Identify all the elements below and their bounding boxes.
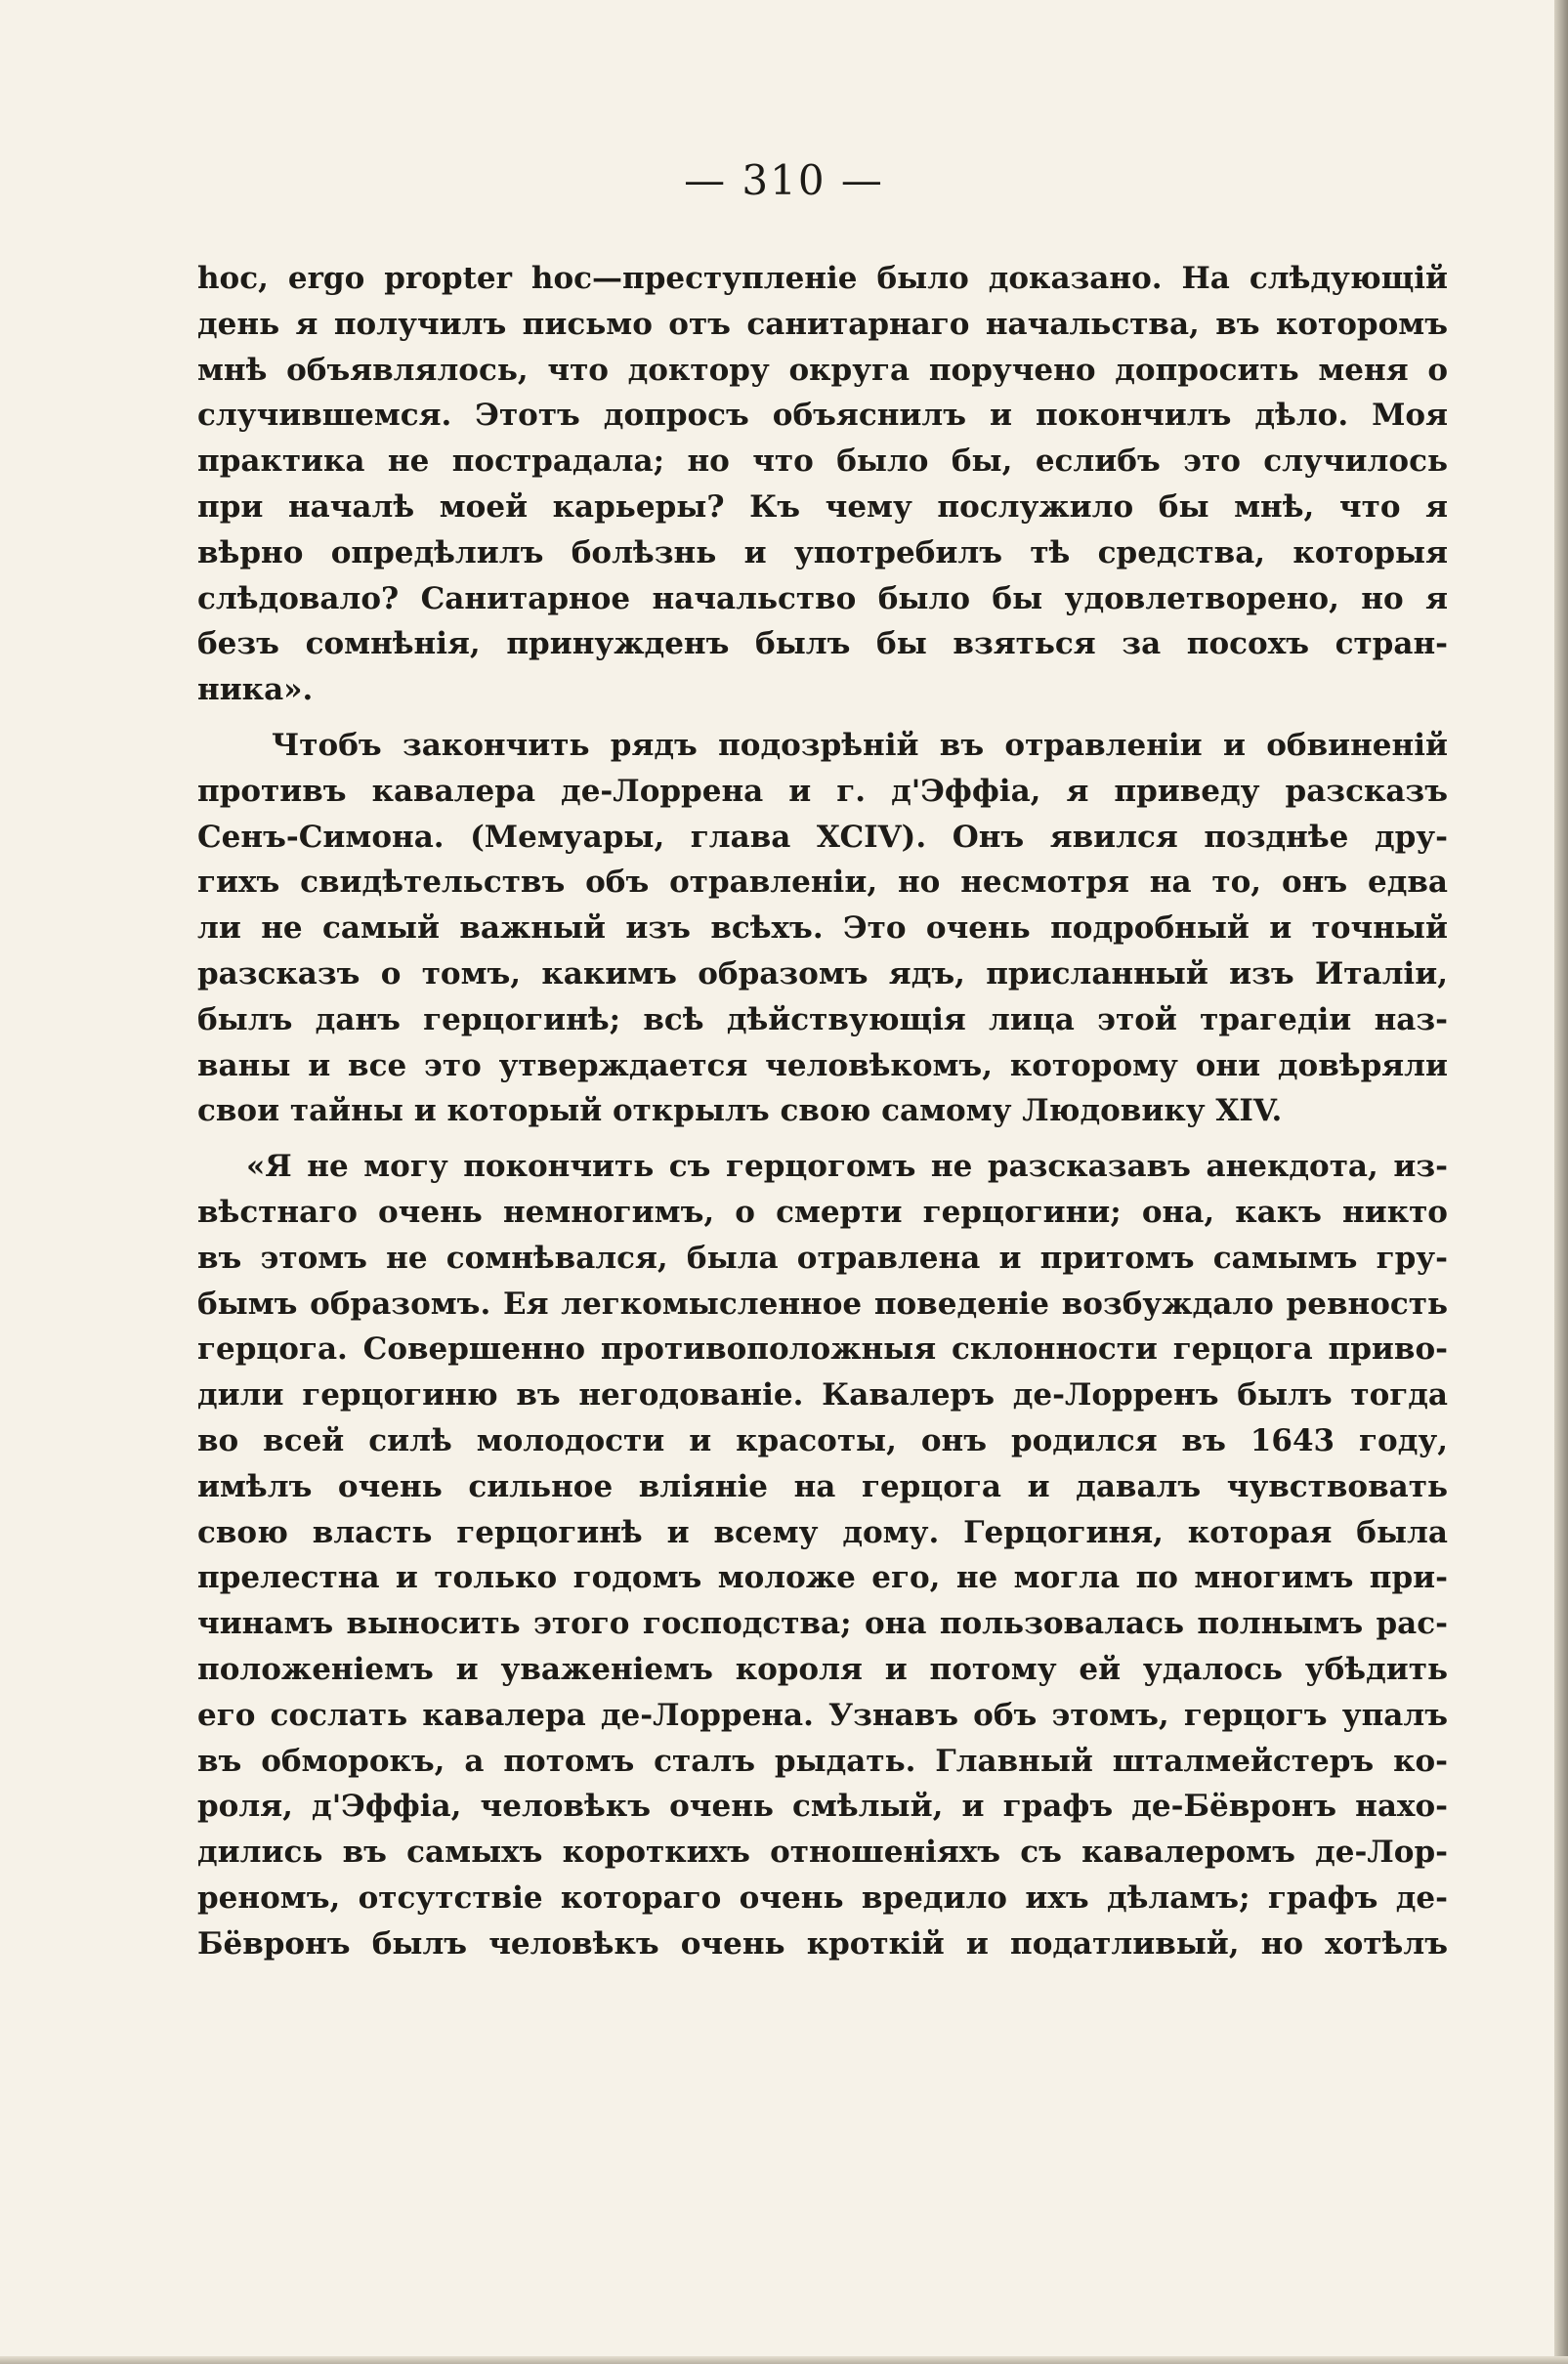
text-line: герцога. Совершенно противоположныя склонности герцога приво-: [197, 1331, 1448, 1368]
text-line: Чтобъ закончить рядъ подозрѣній въ отравленіи и обвиненій: [272, 727, 1448, 763]
paragraph: [197, 256, 1448, 713]
text-line: во всей силѣ молодости и красоты, онъ родился въ 1643 году,: [197, 1422, 1448, 1458]
text-line: роля, д'Эффіа, человѣкъ очень смѣлый, и графъ де-Бёвронъ нахо-: [197, 1789, 1448, 1825]
paragraph: [197, 1144, 1448, 1966]
text-line: чинамъ выносить этого господства; она пользовалась полнымъ рас-: [197, 1606, 1448, 1642]
text-line: его сослать кавалера де-Лоррена. Узнавъ объ этомъ, герцогъ упалъ: [197, 1697, 1448, 1733]
text-line: положеніемъ и уваженіемъ короля и потому ей удалось убѣдить: [197, 1651, 1448, 1687]
text-line: имѣлъ очень сильное вліяніе на герцога и давалъ чувствовать: [197, 1468, 1448, 1504]
text-line: безъ сомнѣнія, принужденъ былъ бы взяться за посохъ стран-: [197, 626, 1448, 662]
text-line: вѣрно опредѣлилъ болѣзнь и употребилъ тѣ средства, которыя: [197, 534, 1448, 570]
text-line: hoc, ergo propter hoc—преступленіе было доказано. На слѣдующій: [197, 261, 1448, 296]
text-line: прелестна и только годомъ моложе его, не могла по многимъ при-: [197, 1560, 1448, 1596]
page-edge-shadow: [1554, 0, 1568, 2364]
text-line: Бёвронъ былъ человѣкъ очень кроткій и податливый, но хотѣлъ: [197, 1925, 1448, 1962]
text-line: вѣстнаго очень немногимъ, о смерти герцогини; она, какъ никто: [197, 1194, 1448, 1230]
text-line: случившемся. Этотъ допросъ объяснилъ и покончилъ дѣло. Моя: [197, 398, 1448, 434]
text-line: «Я не могу покончить съ герцогомъ не разсказавъ анекдота, из-: [246, 1149, 1448, 1185]
body-text: [197, 256, 1448, 1966]
text-line: свою власть герцогинѣ и всему дому. Герцогиня, которая была: [197, 1514, 1448, 1550]
page-bottom-edge: [0, 2356, 1568, 2364]
text-line: практика не пострадала; но что было бы, еслибъ это случилось: [197, 443, 1448, 480]
text-line: ваны и все это утверждается человѣкомъ, которому они довѣряли: [197, 1047, 1448, 1083]
text-line: дились въ самыхъ короткихъ отношеніяхъ съ кавалеромъ де-Лор-: [197, 1835, 1448, 1871]
text-line: свои тайны и который открылъ свою самому Людовику XIV.: [197, 1093, 1283, 1129]
text-line: въ обморокъ, а потомъ сталъ рыдать. Главный шталмейстеръ ко-: [197, 1743, 1448, 1779]
text-line: былъ данъ герцогинѣ; всѣ дѣйствующія лица этой трагедіи наз-: [197, 1001, 1448, 1037]
paragraph: [197, 723, 1448, 1134]
text-line: противъ кавалера де-Лоррена и г. д'Эффіа, я приведу разсказъ: [197, 773, 1448, 809]
text-line: слѣдовало? Санитарное начальство было бы удовлетворено, но я: [197, 580, 1448, 616]
text-line: день я получилъ письмо отъ санитарнаго начальства, въ которомъ: [197, 306, 1448, 342]
text-line: разсказъ о томъ, какимъ образомъ ядъ, присланный изъ Италіи,: [197, 955, 1448, 992]
text-line: бымъ образомъ. Ея легкомысленное поведеніе возбуждало ревность: [197, 1286, 1448, 1322]
text-line: гихъ свидѣтельствъ объ отравленіи, но несмотря на то, онъ едва: [197, 865, 1448, 901]
text-line: при началѣ моей карьеры? Къ чему послужило бы мнѣ, что я: [197, 488, 1448, 525]
page-number: — 310 —: [684, 156, 884, 204]
text-line: мнѣ объявлялось, что доктору округа поручено допросить меня о: [197, 352, 1448, 388]
text-line: Сенъ-Симона. (Мемуары, глава XCIV). Онъ явился позднѣе дру-: [197, 819, 1448, 855]
text-line: реномъ, отсутствіе котораго очень вредило ихъ дѣламъ; графъ де-: [197, 1879, 1448, 1916]
text-line: ли не самый важный изъ всѣхъ. Это очень подробный и точный: [197, 910, 1448, 947]
text-line: дили герцогиню въ негодованіе. Кавалеръ де-Лорренъ былъ тогда: [197, 1377, 1448, 1414]
text-line: ника».: [197, 672, 314, 708]
text-line: въ этомъ не сомнѣвался, была отравлена и притомъ самымъ гру-: [197, 1240, 1448, 1276]
